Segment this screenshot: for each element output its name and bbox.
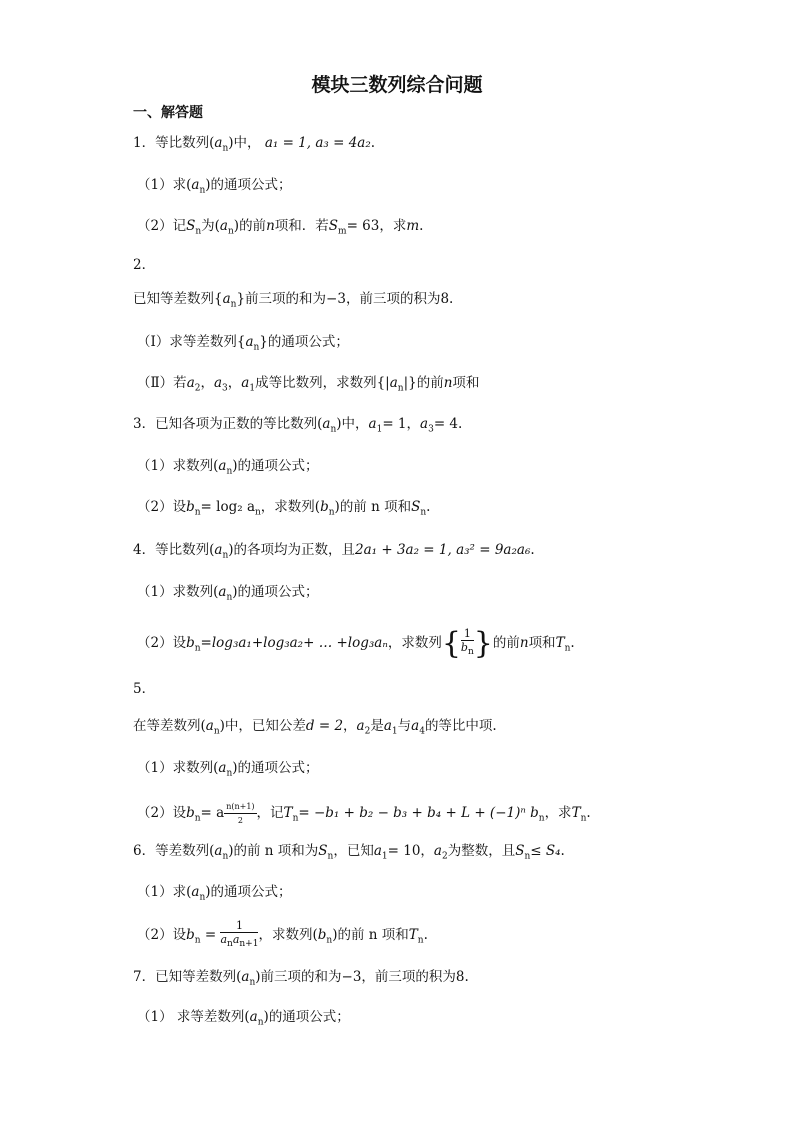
question-6-part-2: （2）设$b_n$ = $\frac{1}{a_na_{n+1}}$ ，求数列$(b_n)$的前 n 项和$T_n$. [137, 919, 428, 950]
section-heading: 一、解答题 [133, 105, 203, 121]
question-7-part-1: （1） 求等差数列$(a_n)$的通项公式； [137, 1009, 350, 1028]
question-4-stem: 4．等比数列$(a_n)$的各项均为正数，且2a₁ + 3a₂ = 1, a₃² = 9a₂a₆. [133, 542, 535, 561]
question-6-part-1: （1）求$(a_n)$的通项公式； [137, 884, 292, 903]
fraction-1-over-bn: $\frac{1}{b_n}$ [460, 627, 474, 658]
question-5-part-1: （1）求数列$(a_n)$的通项公式； [137, 760, 319, 779]
question-2-number: 2． [133, 257, 156, 273]
question-5-part-2: （2）设$b_n= a$ $\frac{n(n+1)}{2}$ ，记$T_n= -b_1 + b_2 - b_3 + b_4 + L + (-1)^n$ $b_n$，求$T_n$. [137, 802, 591, 825]
question-4-part-1: （1）求数列$(a_n)$的通项公式； [137, 584, 319, 603]
fraction-1-over-an-an1: $\frac{1}{a_na_{n+1}}$ [220, 919, 259, 950]
question-2-stem: 已知等差数列$\{a_n\}$前三项的和为−3，前三项的积为8. [133, 291, 454, 310]
question-3-part-1: （1）求数列$(a_n)$的通项公式； [137, 458, 319, 477]
question-7-stem: 7．已知等差数列$(a_n)$前三项的和为−3，前三项的积为8. [133, 969, 469, 988]
question-1-part-2: （2）记$S_n$为$(a_n)$的前n项和．若$S_m= 63$，求m. [137, 218, 424, 237]
page-title: 模块三数列综合问题 [311, 74, 483, 96]
question-4-part-2: （2）设$b_n=\log_3a_1+\log_3a_2+$ … +log₃aₙ，求数列{ $\frac{1}{b_n}$ }的前n项和$T_n$. [137, 625, 575, 661]
question-5-number: 5． [133, 681, 156, 697]
question-2-part-2: （Ⅱ）若$a_2$，$a_3$，$a_1$成等比数列，求数列$\{|a_n|\}$的前n项和 [137, 375, 480, 394]
question-2-part-1: （Ⅰ）求等差数列$\{a_n\}$的通项公式； [137, 334, 349, 353]
question-3-part-2: （2）设$b_n= \log_2$ $a_n$，求数列$(b_n)$的前 n 项和$S_n$. [137, 499, 431, 518]
question-3-stem: 3．已知各项为正数的等比数列$(a_n)$中，$a_1= 1$，$a_3= 4$. [133, 416, 463, 435]
question-1-part-1: （1）求$(a_n)$的通项公式； [137, 177, 292, 196]
question-1-stem: 1．等比数列$(a_n)$中， a₁ = 1, a₃ = 4a₂. [133, 135, 376, 154]
question-5-stem: 在等差数列$(a_n)$中，已知公差d = 2，$a_2$是$a_1$与$a_4$的等比中项. [133, 718, 497, 737]
question-6-stem: 6．等差数列$(a_n)$的前 n 项和为$S_n$，已知$a_1= 10$，$a_2$为整数，且$S_n\le S_4$. [133, 843, 565, 862]
